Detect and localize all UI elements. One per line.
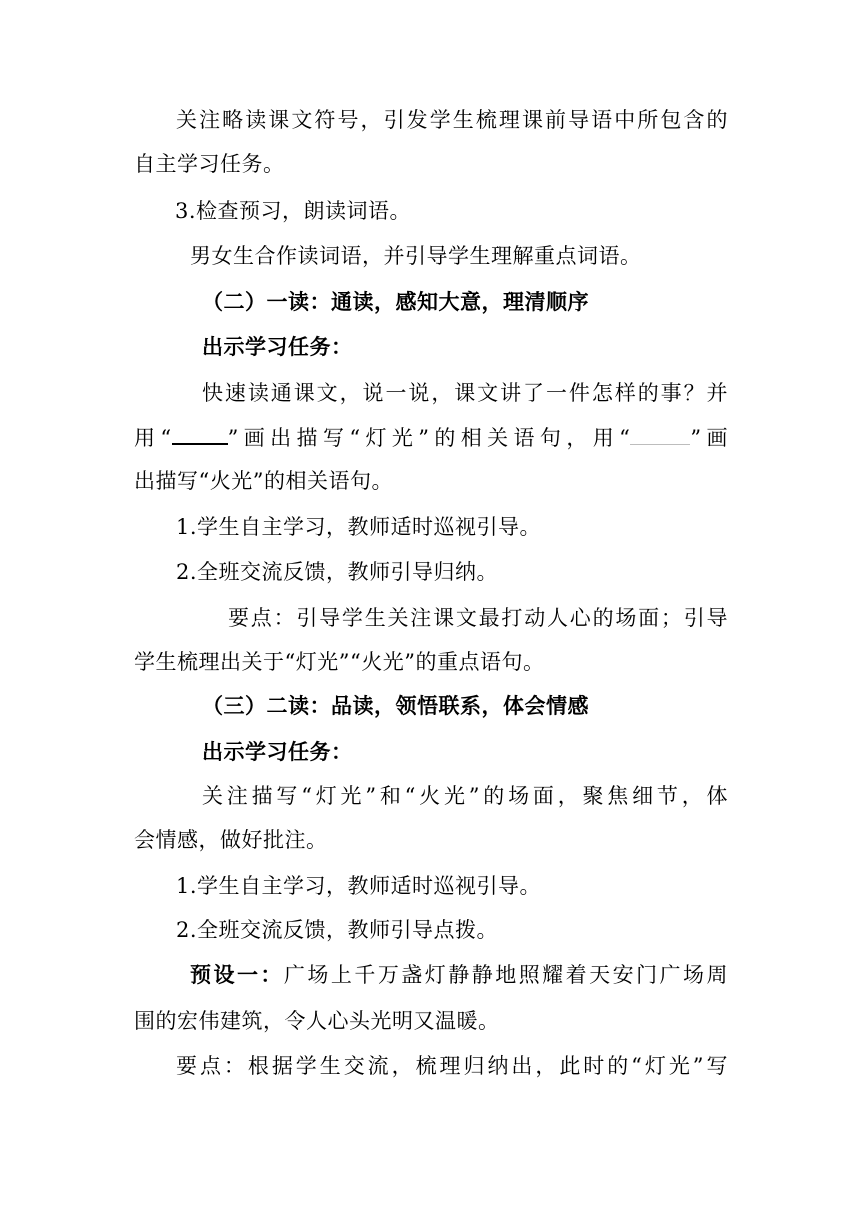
text-span: ”画出描写“灯光”的相关语句，用“ [227,426,631,450]
paragraph-line: 关注描写“灯光”和“火光”的场面，聚焦细节，体 [202,784,728,808]
paragraph-line: 快速读通课文，说一说，课文讲了一件怎样的事？并 [202,381,728,405]
paragraph-line [134,423,728,453]
preset-label: 预设一： [190,962,284,987]
list-item: 2.全班交流反馈，教师引导归纳。 [176,560,499,584]
text-span: 用“ [134,426,172,450]
straight-underline-sample [172,425,228,445]
paragraph-line: 自主学习任务。 [134,152,285,176]
section-heading: （三）二读：品读，领悟联系，体会情感 [202,693,589,718]
paragraph-line: 关注略读课文符号，引发学生梳理课前导语中所包含的 [176,108,728,132]
subheading: 出示学习任务： [202,739,353,764]
list-item: 2.全班交流反馈，教师引导点拨。 [176,918,499,942]
text-span: 广场上千万盏灯静静地照耀着天安门广场周 [283,963,729,987]
wavy-underline-sample [630,426,690,445]
paragraph-line: 出描写“火光”的相关语句。 [134,469,393,493]
paragraph-line: 要点：根据学生交流，梳理归纳出，此时的“灯光”写 [176,1054,728,1078]
section-heading: （二）一读：通读，感知大意，理清顺序 [202,289,589,314]
paragraph-line: 学生梳理出关于“灯光”“火光”的重点语句。 [134,650,545,674]
list-item: 3.检查预习，朗读词语。 [175,199,412,223]
list-item: 1.学生自主学习，教师适时巡视引导。 [176,515,542,539]
paragraph-line: 会情感，做好批注。 [134,828,328,852]
paragraph-line [190,960,728,990]
list-item: 1.学生自主学习，教师适时巡视引导。 [176,874,542,898]
text-span: ”画 [690,426,728,450]
paragraph-line: 男女生合作读词语，并引导学生理解重点词语。 [190,244,642,268]
subheading: 出示学习任务： [202,334,353,359]
paragraph-line: 围的宏伟建筑，令人心头光明又温暖。 [134,1009,500,1033]
paragraph-line: 要点：引导学生关注课文最打动人心的场面；引导 [228,606,728,630]
